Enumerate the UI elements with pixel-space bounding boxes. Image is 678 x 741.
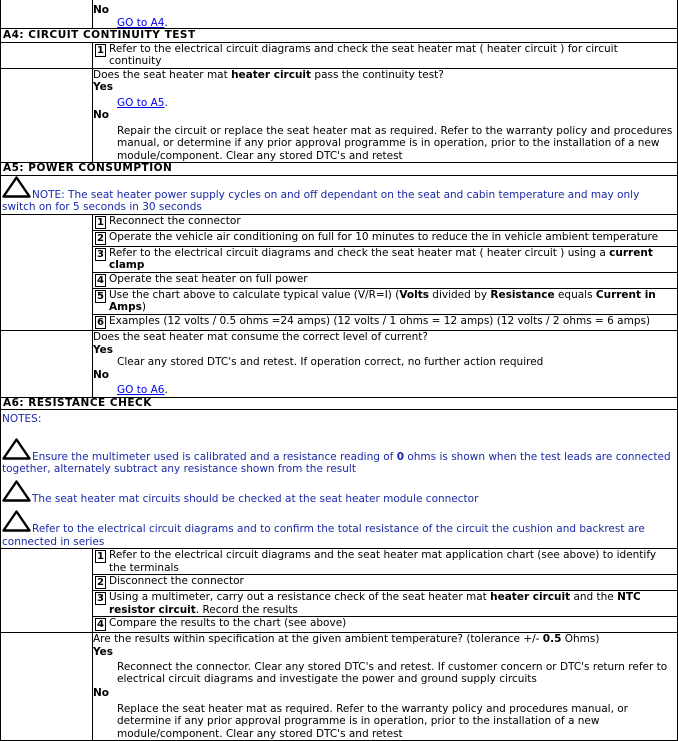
step-number: 1: [95, 44, 106, 57]
go-to-a5-link[interactable]: GO to A5: [117, 96, 165, 109]
step-row: [93, 591, 677, 617]
step-text: Using a multimeter, carry out a resistance check of the seat heater mat heater circuit and the NTC resistor circuit. Record the results: [109, 591, 641, 616]
step-text: Refer to the electrical circuit diagrams and check the seat heater mat ( heater circuit ) using a current clamp: [109, 246, 653, 272]
step-text: Operate the vehicle air conditioning on full for 10 minutes to reduce the in vehicle ambient temperature: [109, 230, 659, 243]
note-item: The seat heater mat circuits should be checked at the seat heater module connector: [2, 480, 673, 506]
step-number: 4: [95, 274, 106, 287]
note-item: Refer to the electrical circuit diagrams and to confirm the total resistance of the circuit the cushion and backrest are connected in series: [2, 510, 673, 548]
step-number: 1: [95, 550, 106, 563]
step-text: Refer to the electrical circuit diagrams and the seat heater mat application chart (see above) to identify the terminals: [109, 549, 657, 574]
go-to-a4-link[interactable]: GO to A4: [117, 16, 165, 29]
no-action-text: Repair the circuit or replace the seat heater mat as required. Refer to the warranty policy and procedures manual, or determine if any prior approval programme is in operation, prior to the installation of a new module/component. Clear any stored DTC's and retest: [117, 124, 673, 162]
a5-note: NOTE: The seat heater power supply cycles on and off dependant on the seat and cabin temperature and may only switch on for 5 seconds in 30 seconds: [1, 176, 677, 215]
step-number: 3: [95, 248, 106, 261]
step-number: 3: [95, 592, 106, 605]
step-row: [93, 43, 677, 68]
a5-question: Does the seat heater mat consume the correct level of current? Yes Clear any stored DTC's and retest. If operation correct, no further action required No GO to A6.: [1, 331, 677, 398]
step-number: 4: [95, 618, 106, 631]
step-text: Refer to the electrical circuit diagrams and check the seat heater mat ( heater circuit ) for circuit continuity: [109, 42, 618, 68]
warning-triangle-icon: [2, 480, 31, 502]
a4-steps: [1, 43, 677, 69]
a3-no-branch: No GO to A4.: [1, 0, 677, 29]
step-row: [93, 273, 677, 289]
yes-action-text: Reconnect the connector. Clear any stored DTC's and retest. If customer concern or DTC's return refer to electrical circuit diagrams and investigate the power and ground supply circuits: [117, 660, 668, 686]
a5-steps: [1, 215, 677, 331]
step-row: [93, 247, 677, 273]
step-text: Examples (12 volts / 0.5 ohms =24 amps) (12 volts / 1 ohms = 12 amps) (12 volts / 2 ohms = 6 amps): [109, 314, 651, 327]
step-number: 5: [95, 290, 106, 303]
yes-label: Yes: [93, 81, 114, 94]
note-item: Ensure the multimeter used is calibrated and a resistance reading of 0 ohms is shown when the test leads are connected together, alternately subtract any resistance shown from the result: [2, 438, 673, 476]
a6-question: [1, 633, 677, 740]
section-heading-a4: A4: CIRCUIT CONTINUITY TEST: [1, 29, 677, 43]
step-row: [93, 617, 677, 632]
step-number: 6: [95, 316, 106, 329]
step-row: [93, 215, 677, 231]
no-label: No: [93, 687, 110, 700]
a4-question: Does the seat heater mat heater circuit pass the continuity test? Yes GO to A5. No Repair the circuit or replace the seat heater mat as required. Refer to the warranty policy and procedures manual, or determine if any prior approval programme is in operation, prior to the installation of a new module/component. Clear any stored DTC's and retest: [1, 69, 677, 163]
warning-triangle-icon: [2, 510, 31, 532]
a6-notes: [1, 410, 677, 549]
go-to-a6-link[interactable]: GO to A6: [117, 384, 165, 397]
step-text: Reconnect the connector: [109, 214, 241, 227]
yes-action-text: Clear any stored DTC's and retest. If operation correct, no further action required: [117, 356, 544, 369]
notes-label: NOTES:: [2, 413, 42, 426]
section-heading-a6: A6: RESISTANCE CHECK: [1, 398, 677, 411]
yes-label: Yes: [93, 343, 114, 356]
warning-triangle-icon: [2, 176, 31, 198]
step-number: 1: [95, 216, 106, 229]
step-row: [93, 289, 677, 315]
no-action-text: Replace the seat heater mat as required. Refer to the warranty policy and procedures manual, or determine if any prior approval programme is in operation, prior to the installation of a new module/component. Clear any stored DTC's and retest: [117, 703, 629, 740]
yes-label: Yes: [93, 646, 114, 659]
step-row: [93, 231, 677, 247]
a6-steps: [1, 549, 677, 633]
no-label: No: [93, 368, 110, 381]
no-label: No: [93, 109, 110, 122]
warning-triangle-icon: [2, 438, 31, 460]
question-text: Are the results within specification at the given ambient temperature? (tolerance +/- 0.5 Ohms): [93, 633, 600, 646]
no-label: No: [93, 4, 110, 16]
step-text: Disconnect the connector: [109, 575, 244, 588]
step-text: Compare the results to the chart (see above): [109, 617, 347, 630]
step-number: 2: [95, 232, 106, 245]
step-row: [93, 575, 677, 591]
section-heading-a5: A5: POWER CONSUMPTION: [1, 163, 677, 176]
step-text: Use the chart above to calculate typical value (V/R=I) (Volts divided by Resistance equals Current in Amps): [109, 288, 656, 314]
step-row: [93, 315, 677, 330]
step-row: [93, 549, 677, 575]
question-text: Does the seat heater mat consume the correct level of current?: [93, 330, 428, 343]
step-text: Operate the seat heater on full power: [109, 272, 308, 285]
question-text: Does the seat heater mat heater circuit pass the continuity test?: [93, 68, 444, 81]
step-number: 2: [95, 576, 106, 589]
